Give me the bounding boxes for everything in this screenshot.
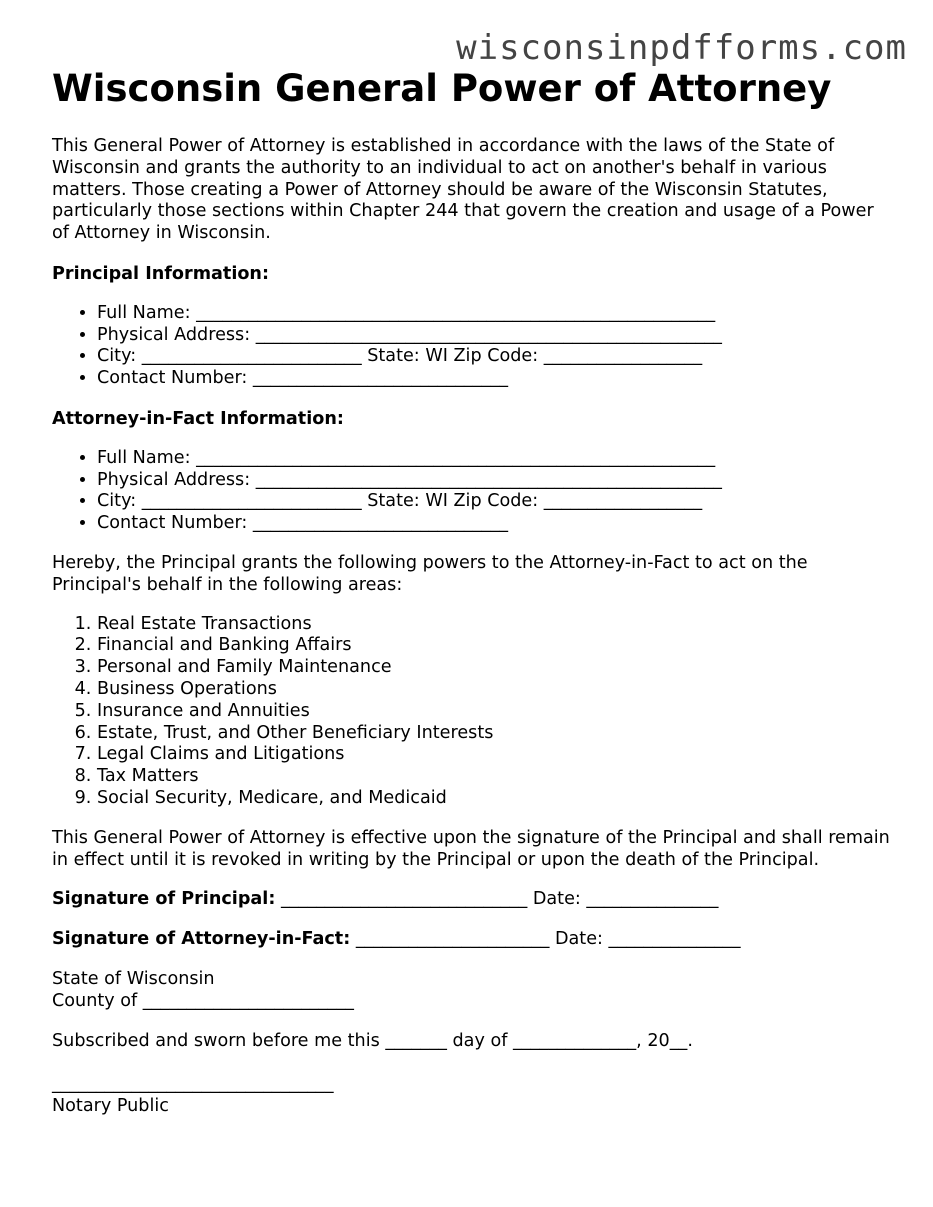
notary-block xyxy=(52,1074,892,1118)
principal-fields-list xyxy=(52,303,892,390)
venue-block xyxy=(52,969,892,1013)
document-page xyxy=(52,66,892,1118)
attorney-signature-line xyxy=(52,929,892,951)
principal-signature-line xyxy=(52,889,892,911)
attorney-fields-list xyxy=(52,448,892,535)
sworn-statement: Subscribed and sworn before me this _______ day of ______________, 20__. xyxy=(52,1030,693,1051)
principal-full-name-field: • Full Name: ___________________________________________________________ xyxy=(97,303,892,325)
grant-paragraph: Hereby, the Principal grants the following powers to the Attorney-in-Fact to act on the Principal's behalf in the following areas: xyxy=(52,552,808,595)
document-title: Wisconsin General Power of Attorney xyxy=(52,67,832,110)
attorney-address-field: • Physical Address: _____________________________________________________ xyxy=(97,470,892,492)
principal-address-field: • Physical Address: _____________________________________________________ xyxy=(97,325,892,347)
notary-label: Notary Public xyxy=(52,1096,169,1117)
attorney-city-state-zip-field: • City: _________________________ State: WI Zip Code: __________________ xyxy=(97,491,892,513)
power-item: 6. Estate, Trust, and Other Beneficiary Interests xyxy=(97,723,892,745)
power-item: 5. Insurance and Annuities xyxy=(97,701,892,723)
power-item: 4. Business Operations xyxy=(97,679,892,701)
principal-signature-label: Signature of Principal: xyxy=(52,889,276,910)
power-item: 7. Legal Claims and Litigations xyxy=(97,744,892,766)
attorney-signature-label: Signature of Attorney-in-Fact: xyxy=(52,929,351,950)
attorney-signature-blanks: ______________________ Date: _______________ xyxy=(350,929,741,950)
notary-signature-line: ________________________________ xyxy=(52,1074,334,1095)
intro-paragraph: This General Power of Attorney is established in accordance with the laws of the State of Wisconsin and grants the authority to an individual to act on another's behalf in various matters. Those creating a Power of Attorney should be aware of the Wisconsin Statutes, particularly those sections within Chapter 244 that govern the creation and usage of a Power of Attorney in Wisconsin. xyxy=(52,136,874,244)
effective-paragraph: This General Power of Attorney is effective upon the signature of the Principal and shall remain in effect until it is revoked in writing by the Principal or upon the death of the Principal. xyxy=(52,827,890,870)
attorney-contact-field: • Contact Number: _____________________________ xyxy=(97,513,892,535)
power-item: 1. Real Estate Transactions xyxy=(97,614,892,636)
powers-list xyxy=(52,614,892,810)
principal-city-state-zip-field: • City: _________________________ State: WI Zip Code: __________________ xyxy=(97,346,892,368)
power-item: 9. Social Security, Medicare, and Medicaid xyxy=(97,788,892,810)
principal-signature-blanks: ____________________________ Date: _______________ xyxy=(275,889,719,910)
principal-heading: Principal Information: xyxy=(52,263,269,284)
power-item: 3. Personal and Family Maintenance xyxy=(97,657,892,679)
county-line: County of ________________________ xyxy=(52,990,354,1011)
power-item: 8. Tax Matters xyxy=(97,766,892,788)
attorney-heading: Attorney-in-Fact Information: xyxy=(52,408,344,429)
state-line: State of Wisconsin xyxy=(52,968,215,989)
attorney-full-name-field: • Full Name: ___________________________________________________________ xyxy=(97,448,892,470)
principal-contact-field: • Contact Number: _____________________________ xyxy=(97,368,892,390)
watermark: wisconsinpdfforms.com xyxy=(456,28,907,68)
power-item: 2. Financial and Banking Affairs xyxy=(97,635,892,657)
